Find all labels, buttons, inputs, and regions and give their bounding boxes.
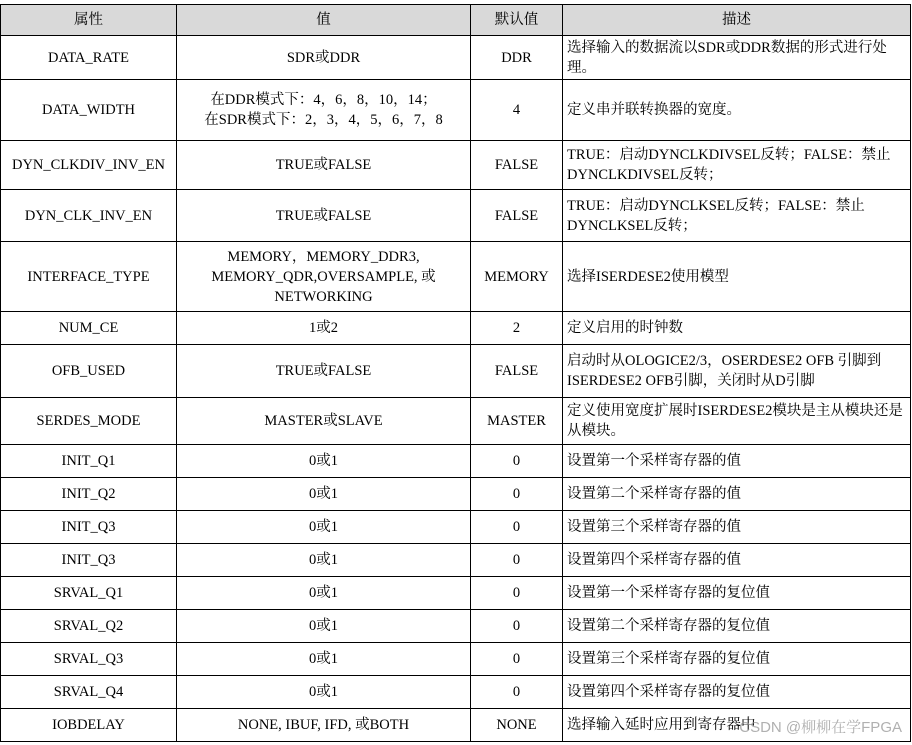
- cell-value: [177, 445, 471, 478]
- cell-attr: DATA_WIDTH: [1, 80, 177, 141]
- cell-value-line: 0或1: [309, 519, 338, 535]
- cell-default: 0: [471, 643, 563, 676]
- cell-desc: 设置第四个采样寄存器的值: [563, 544, 911, 577]
- cell-desc: 选择输入的数据流以SDR或DDR数据的形式进行处理。: [563, 36, 911, 80]
- cell-value-line: 在DDR模式下：4，6，8，10，14；: [210, 92, 437, 108]
- cell-value-line: 0或1: [309, 585, 338, 601]
- cell-attr: OFB_USED: [1, 345, 177, 398]
- cell-value-line: NETWORKING: [274, 288, 373, 305]
- header-value: 值: [177, 5, 471, 36]
- cell-attr: SRVAL_Q2: [1, 610, 177, 643]
- cell-desc: TRUE：启动DYNCLKSEL反转；FALSE：禁止DYNCLKSEL反转；: [563, 190, 911, 242]
- header-desc: 描述: [563, 5, 911, 36]
- cell-attr: INIT_Q3: [1, 544, 177, 577]
- cell-value: [177, 610, 471, 643]
- table-row: [1, 577, 911, 610]
- cell-value-line: 0或1: [309, 651, 338, 667]
- cell-value: [177, 511, 471, 544]
- table-row: [1, 242, 911, 312]
- table-row: [1, 610, 911, 643]
- table-row: [1, 643, 911, 676]
- cell-desc: 设置第二个采样寄存器的值: [563, 478, 911, 511]
- cell-value: [177, 643, 471, 676]
- cell-value: [177, 544, 471, 577]
- cell-value: [177, 242, 471, 312]
- table-row: [1, 511, 911, 544]
- table-row: [1, 676, 911, 709]
- table-row: [1, 445, 911, 478]
- cell-value-line: 1或2: [309, 320, 338, 336]
- cell-desc: 定义使用宽度扩展时ISERDESE2模块是主从模块还是从模块。: [563, 398, 911, 445]
- table-row: [1, 398, 911, 445]
- cell-default: 4: [471, 80, 563, 141]
- table-row: [1, 345, 911, 398]
- cell-default: FALSE: [471, 345, 563, 398]
- cell-value-line: MEMORY_QDR,OVERSAMPLE, 或: [211, 268, 436, 285]
- table-row: [1, 544, 911, 577]
- cell-value-line: NONE, IBUF, IFD, 或BOTH: [237, 717, 410, 733]
- cell-default: FALSE: [471, 141, 563, 190]
- cell-attr: IOBDELAY: [1, 709, 177, 742]
- cell-desc: TRUE：启动DYNCLKDIVSEL反转；FALSE：禁止DYNCLKDIVSEL反转；: [563, 141, 911, 190]
- table-row: [1, 80, 911, 141]
- cell-value-line: TRUE或FALSE: [275, 157, 372, 173]
- header-default: 默认值: [471, 5, 563, 36]
- cell-attr: SRVAL_Q1: [1, 577, 177, 610]
- header-attr: 属性: [1, 5, 177, 36]
- cell-value-line: 0或1: [309, 453, 338, 469]
- cell-default: 0: [471, 511, 563, 544]
- cell-default: 2: [471, 312, 563, 345]
- cell-default: 0: [471, 478, 563, 511]
- cell-value-line: TRUE或FALSE: [275, 207, 372, 224]
- cell-desc: 设置第三个采样寄存器的复位值: [563, 643, 911, 676]
- cell-value: [177, 478, 471, 511]
- cell-value-line: 0或1: [309, 684, 338, 700]
- watermark: CSDN @柳柳在学FPGA: [739, 719, 902, 736]
- cell-value: [177, 141, 471, 190]
- cell-default: DDR: [471, 36, 563, 80]
- cell-default: 0: [471, 544, 563, 577]
- cell-desc: 设置第一个采样寄存器的值: [563, 445, 911, 478]
- cell-value-line: 0或1: [309, 552, 338, 568]
- cell-desc: 定义串并联转换器的宽度。: [563, 80, 911, 141]
- cell-default: 0: [471, 676, 563, 709]
- table-row: [1, 141, 911, 190]
- cell-default: FALSE: [471, 190, 563, 242]
- cell-default: MEMORY: [471, 242, 563, 312]
- cell-value: [177, 709, 471, 742]
- cell-default: MASTER: [471, 398, 563, 445]
- cell-value-line: TRUE或FALSE: [275, 363, 372, 379]
- cell-attr: DATA_RATE: [1, 36, 177, 80]
- table-header-row: [1, 5, 911, 36]
- cell-default: NONE: [471, 709, 563, 742]
- cell-value-line: 在SDR模式下：2，3，4，5，6，7，8: [204, 112, 443, 128]
- cell-value-line: MEMORY，MEMORY_DDR3,: [227, 248, 420, 265]
- cell-default: 0: [471, 610, 563, 643]
- cell-value: [177, 312, 471, 345]
- cell-attr: INIT_Q2: [1, 478, 177, 511]
- cell-desc: 选择ISERDESE2使用模型: [563, 242, 911, 312]
- cell-value-line: 0或1: [309, 618, 338, 634]
- cell-value: [177, 80, 471, 141]
- cell-desc: 设置第三个采样寄存器的值: [563, 511, 911, 544]
- cell-value: [177, 345, 471, 398]
- cell-desc: 选择输入延时应用到寄存器中: [563, 709, 911, 742]
- cell-desc: 设置第二个采样寄存器的复位值: [563, 610, 911, 643]
- cell-desc: 定义启用的时钟数: [563, 312, 911, 345]
- cell-value-line: 0或1: [309, 486, 338, 502]
- cell-value: [177, 190, 471, 242]
- cell-attr: SERDES_MODE: [1, 398, 177, 445]
- table-row: [1, 478, 911, 511]
- cell-desc: 启动时从OLOGICE2/3，OSERDESE2 OFB 引脚到 ISERDESE2 OFB引脚，关闭时从D引脚: [563, 345, 911, 398]
- cell-attr: SRVAL_Q3: [1, 643, 177, 676]
- cell-attr: INIT_Q1: [1, 445, 177, 478]
- cell-value: [177, 398, 471, 445]
- cell-desc: 设置第四个采样寄存器的复位值: [563, 676, 911, 709]
- table-row: [1, 312, 911, 345]
- cell-value: [177, 36, 471, 80]
- cell-attr: NUM_CE: [1, 312, 177, 345]
- cell-value-line: MASTER或SLAVE: [264, 413, 383, 429]
- cell-default: 0: [471, 445, 563, 478]
- cell-attr: INIT_Q3: [1, 511, 177, 544]
- cell-attr: INTERFACE_TYPE: [1, 242, 177, 312]
- cell-attr: DYN_CLK_INV_EN: [1, 190, 177, 242]
- cell-value: [177, 577, 471, 610]
- attribute-table: [0, 4, 911, 742]
- cell-default: 0: [471, 577, 563, 610]
- cell-attr: DYN_CLKDIV_INV_EN: [1, 141, 177, 190]
- cell-attr: SRVAL_Q4: [1, 676, 177, 709]
- table-row: [1, 36, 911, 80]
- cell-value-line: SDR或DDR: [286, 49, 361, 66]
- cell-desc: 设置第一个采样寄存器的复位值: [563, 577, 911, 610]
- table-row: [1, 709, 911, 742]
- table-row: [1, 190, 911, 242]
- cell-value: [177, 676, 471, 709]
